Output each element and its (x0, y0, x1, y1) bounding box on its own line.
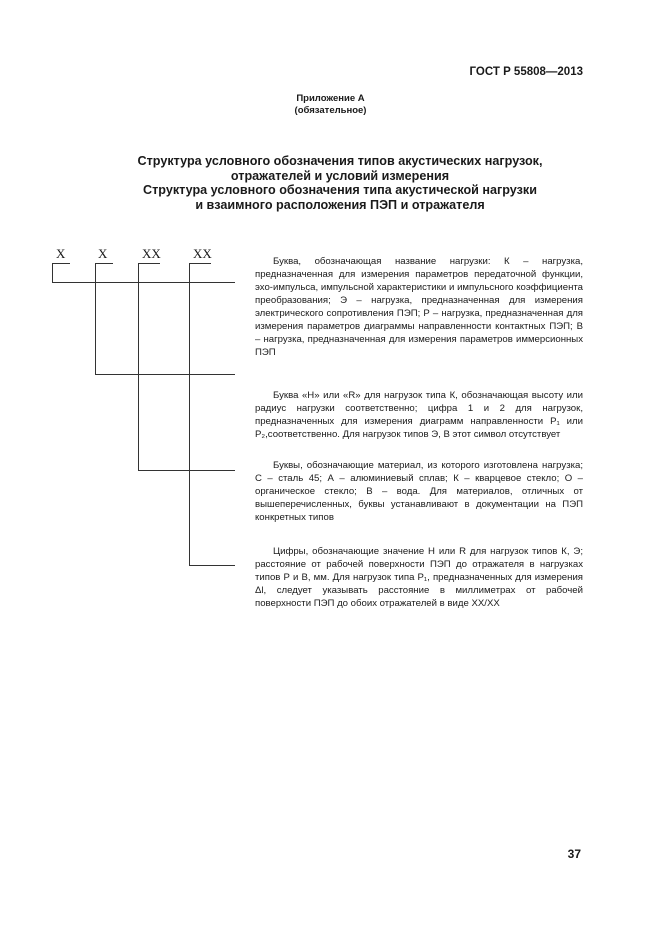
connector-horizontal-1 (52, 282, 235, 283)
code-position-3: XX (142, 246, 161, 261)
bracket-underline-3 (138, 263, 160, 264)
description-material: Буквы, обозначающие материал, из которого изготовлена нагрузка; С – сталь 45; А – алюминиевый сплав; К – кварцевое стекло; О – органическое стекло; В – вода. Для материалов, отличных от вышеперечисленных, буквы устанавливают в документации на ПЭП конкретных типов (255, 460, 583, 523)
connector-horizontal-3 (138, 470, 235, 471)
connector-vertical-3 (138, 263, 139, 470)
annex-title: Приложение А (296, 93, 365, 104)
document-title (60, 154, 620, 212)
title-line-1: Структура условного обозначения типов акустических нагрузок, (137, 154, 543, 168)
title-line-4: и взаимного расположения ПЭП и отражателя (195, 197, 485, 212)
bracket-underline-1 (52, 263, 70, 264)
description-load-type: Буква, обозначающая название нагрузки: К – нагрузка, предназначенная для измерения параметров передаточной функции, эхо-импульса, импульсной характеристики и импульсного коэффициента преобразования; Э – нагрузка, предназначенная для измерения электрического сопротивления ПЭП; Р – нагрузка, предназначенная для измерения параметров диаграммы направленности контактных ПЭП; В – нагрузка, предназначенная для измерения параметров иммерсионных ПЭП (255, 256, 583, 358)
connector-vertical-4 (189, 263, 190, 565)
connector-horizontal-2 (95, 374, 235, 375)
connector-vertical-1 (52, 263, 53, 282)
annex-status: (обязательное) (294, 105, 367, 116)
standard-designation: ГОСТ Р 55808—2013 (469, 66, 583, 78)
title-line-3: Структура условного обозначения типа акустической нагрузки (143, 183, 537, 197)
description-size-symbol: Буква «Н» или «R» для нагрузок типа К, обозначающая высоту или радиус нагрузки соответственно; цифра 1 и 2 для нагрузок, предназначенных для измерения диаграмм направленности Р₁ или Р₂,соответственно. Для нагрузок типов Э, В этот символ отсутствует (255, 390, 583, 440)
page-number: 37 (567, 847, 581, 861)
code-position-1: X (56, 246, 66, 261)
connector-vertical-2 (95, 263, 96, 374)
code-position-2: X (98, 246, 108, 261)
title-line-2: отражателей и условий измерения (230, 168, 450, 183)
bracket-underline-2 (95, 263, 113, 264)
code-position-4: XX (193, 246, 212, 261)
description-distance: Цифры, обозначающие значение Н или R для нагрузок типов К, Э; расстояние от рабочей поверхности ПЭП до отражателя в нагрузках типов Р и В, мм. Для нагрузок типа Р₁, предназначенных для измерения Δl, следует указывать расстояние в миллиметрах от рабочей поверхности ПЭП до обоих отражателей в виде XX/XX (255, 546, 583, 609)
bracket-underline-4 (189, 263, 211, 264)
connector-horizontal-4 (189, 565, 235, 566)
annex-heading (0, 93, 661, 117)
